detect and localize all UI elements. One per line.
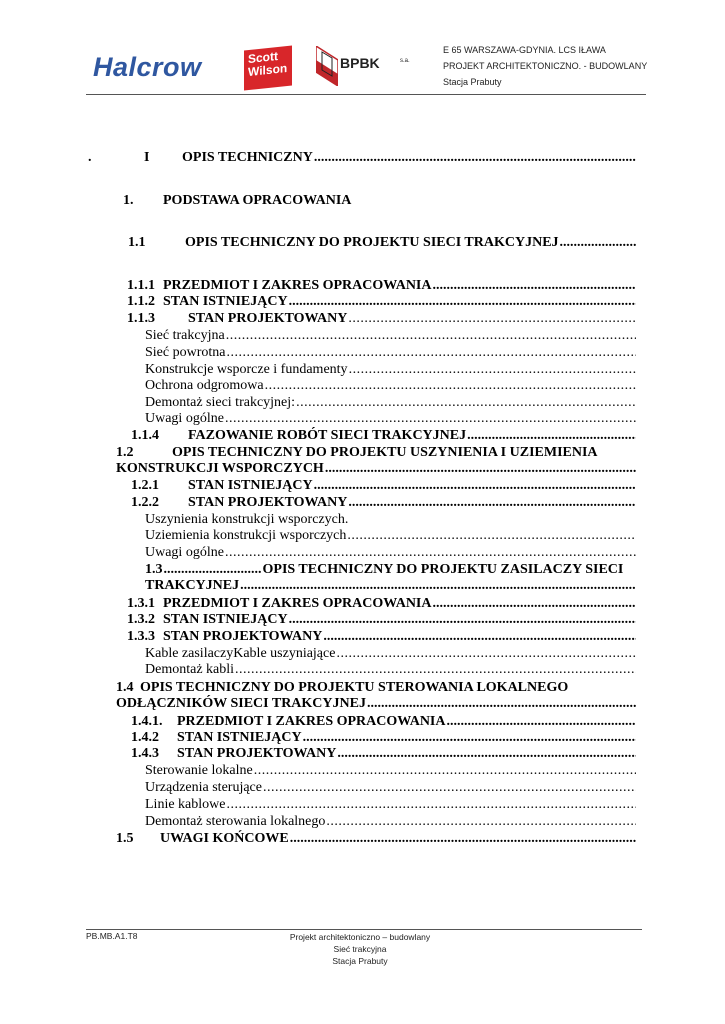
toc-entry[interactable]: [131, 746, 636, 762]
toc-entry-number: 1.1.1: [127, 278, 155, 293]
footer-project-info: [240, 931, 480, 967]
toc-entry-number: 1.1.4: [131, 428, 159, 443]
footer-divider: [86, 929, 642, 930]
toc-entry-title: ODŁĄCZNIKÓW SIECI TRAKCYJNEJ: [116, 696, 366, 711]
toc-leader: [263, 780, 636, 796]
toc-leader: [240, 578, 636, 594]
toc-entry-number: 1.2.1: [131, 478, 159, 493]
toc-entry[interactable]: [116, 831, 636, 847]
toc-entry-title: Kable zasilaczyKable uszyniające: [145, 646, 336, 661]
toc-leader: [225, 411, 636, 427]
toc-entry-title: FAZOWANIE ROBÓT SIECI TRAKCYJNEJ: [188, 428, 467, 443]
toc-leader: [314, 150, 636, 166]
toc-entry-title: Demontaż sterowania lokalnego: [145, 814, 326, 829]
toc-entry-title: Urządzenia sterujące: [145, 780, 262, 795]
toc-entry[interactable]: [145, 578, 636, 594]
toc-entry-title: Demontaż kabli: [145, 662, 235, 677]
toc-entry-title: PRZEDMIOT I ZAKRES OPRACOWANIA: [163, 278, 432, 293]
toc-entry[interactable]: [127, 596, 636, 612]
toc-entry[interactable]: [145, 378, 636, 394]
toc-entry[interactable]: [145, 328, 636, 344]
toc-entry-title: STAN ISTNIEJĄCY: [188, 478, 313, 493]
toc-entry[interactable]: [145, 345, 636, 361]
toc-entry-title: Ochrona odgromowa: [145, 378, 264, 393]
toc-entry[interactable]: [116, 696, 636, 712]
toc-entry[interactable]: [127, 629, 636, 645]
toc-entry-title: STAN PROJEKTOWANY: [177, 746, 337, 761]
halcrow-logo: Halcrow: [93, 52, 202, 82]
toc-entry-number: 1.4.2: [131, 730, 159, 745]
toc-entry-title: STAN ISTNIEJĄCY: [163, 612, 288, 627]
bpbk-logo: [316, 46, 426, 90]
toc-entry[interactable]: [145, 780, 636, 796]
toc-entry[interactable]: [145, 395, 636, 411]
toc-entry[interactable]: [127, 311, 636, 327]
toc-entry-title: OPIS TECHNICZNY: [182, 150, 313, 165]
toc-entry[interactable]: [123, 193, 383, 209]
toc-entry-number: I: [144, 150, 150, 165]
toc-entry[interactable]: [145, 562, 636, 578]
toc-entry-prefix: .: [88, 150, 92, 165]
toc-entry-number: 1.4.3: [131, 746, 159, 761]
toc-entry-number: 1.: [123, 193, 134, 208]
toc-leader: [225, 545, 636, 561]
toc-entry[interactable]: [145, 763, 636, 779]
toc-entry[interactable]: [145, 362, 636, 378]
scott-wilson-logo-line2: Wilson: [248, 60, 288, 80]
toc-entry-title: PRZEDMIOT I ZAKRES OPRACOWANIA: [163, 596, 432, 611]
toc-entry-number: 1.3: [145, 562, 163, 577]
toc-entry-title: UWAGI KOŃCOWE: [160, 831, 289, 846]
toc-entry[interactable]: [131, 428, 636, 444]
toc-leader: [337, 746, 636, 762]
toc-entry-title: OPIS TECHNICZNY DO PROJEKTU USZYNIENIA I UZIEMIENIA: [172, 445, 598, 460]
toc-entry[interactable]: [127, 612, 636, 628]
toc-leader: [296, 395, 636, 411]
toc-entry-title: Sieć powrotna: [145, 345, 226, 360]
toc-entry-title: STAN PROJEKTOWANY: [188, 311, 348, 326]
toc-entry[interactable]: [88, 150, 636, 166]
toc-entry-title: OPIS TECHNICZNY DO PROJEKTU ZASILACZY SIECI: [262, 562, 624, 577]
bpbk-logo-text: BPBK: [340, 55, 380, 71]
toc-entry-title: Sterowanie lokalne: [145, 763, 253, 778]
toc-entry[interactable]: [145, 814, 636, 830]
toc-leader: [336, 646, 636, 662]
toc-leader: [367, 696, 636, 712]
toc-leader: [226, 328, 636, 344]
toc-leader: [323, 629, 636, 645]
toc-entry-title: PRZEDMIOT I ZAKRES OPRACOWANIA: [177, 714, 446, 729]
toc-leader: [326, 814, 636, 830]
footer-line-3: Stacja Prabuty: [332, 956, 388, 966]
toc-entry-number: 1.1: [128, 235, 146, 250]
toc-entry[interactable]: [145, 662, 636, 678]
toc-entry[interactable]: [145, 512, 636, 528]
toc-entry-title: Uwagi ogólne: [145, 545, 224, 560]
toc-entry-number: 1.3.1: [127, 596, 155, 611]
toc-entry-title: PODSTAWA OPRACOWANIA: [163, 193, 352, 208]
scott-wilson-logo-line1: Scott: [248, 48, 278, 67]
toc-entry-number: 1.2: [116, 445, 134, 460]
toc-entry-title: STAN ISTNIEJĄCY: [163, 294, 288, 309]
toc-leader: [433, 596, 637, 612]
header-project-info: [443, 42, 647, 90]
toc-entry-title: Linie kablowe: [145, 797, 226, 812]
toc-entry-title: KONSTRUKCJI WSPORCZYCH: [116, 461, 324, 476]
header-divider: [86, 94, 646, 95]
toc-leader: [467, 428, 636, 444]
toc-entry[interactable]: [145, 528, 636, 544]
toc-leader: [226, 797, 636, 813]
toc-entry-title: OPIS TECHNICZNY DO PROJEKTU SIECI TRAKCYJNEJ: [185, 235, 559, 250]
toc-entry[interactable]: [131, 495, 636, 511]
toc-leader: [348, 495, 636, 511]
toc-entry[interactable]: [145, 411, 636, 427]
toc-entry[interactable]: [127, 294, 636, 310]
toc-leader: [265, 378, 636, 394]
toc-leader: [347, 528, 636, 544]
toc-entry-title: Uwagi ogólne: [145, 411, 224, 426]
header-line-1: E 65 WARSZAWA-GDYNIA. LCS IŁAWA: [443, 45, 606, 55]
toc-entry-title: Uszynienia konstrukcji wsporczych.: [145, 512, 349, 527]
toc-entry-number: 1.3.3: [127, 629, 155, 644]
header-line-3: Stacja Prabuty: [443, 77, 502, 87]
toc-leader: [348, 311, 636, 327]
toc-entry-number: 1.5: [116, 831, 134, 846]
toc-entry[interactable]: [145, 545, 636, 561]
toc-entry-number: 1.1.3: [127, 311, 155, 326]
toc-leader: [349, 362, 636, 378]
toc-entry-number: 1.1.2: [127, 294, 155, 309]
page-header: [0, 0, 725, 95]
toc-entry[interactable]: [131, 714, 636, 730]
toc-entry-title: Sieć trakcyjna: [145, 328, 225, 343]
toc-entry-title: Uziemienia konstrukcji wsporczych: [145, 528, 347, 543]
footer-line-1: Projekt architektoniczno – budowlany: [289, 932, 431, 942]
toc-entry-title: STAN PROJEKTOWANY: [163, 629, 323, 644]
toc-entry-number: 1.4: [116, 680, 134, 695]
toc-entry-title: STAN PROJEKTOWANY: [188, 495, 348, 510]
toc-entry[interactable]: [128, 235, 636, 251]
toc-entry[interactable]: [116, 461, 636, 477]
footer-document-code: PB.MB.A1.T8: [86, 931, 138, 941]
toc-entry-number: 1.3.2: [127, 612, 155, 627]
toc-leader: [289, 612, 636, 628]
toc-leader: [325, 461, 636, 477]
toc-leader: [314, 478, 636, 494]
toc-leader: [560, 235, 636, 251]
toc-entry[interactable]: [145, 797, 636, 813]
bpbk-logo-sa: s.a.: [400, 58, 410, 64]
toc-leader: [226, 345, 636, 361]
toc-leader: [290, 831, 636, 847]
toc-entry[interactable]: [131, 478, 636, 494]
toc-leader: [289, 294, 636, 310]
toc-leader: [447, 714, 637, 730]
footer-line-2: Sieć trakcyjna: [333, 944, 387, 954]
toc-entry-title: OPIS TECHNICZNY DO PROJEKTU STEROWANIA LOKALNEGO: [140, 680, 569, 695]
toc-entry-title: Konstrukcje wsporcze i fundamenty: [145, 362, 348, 377]
toc-leader: [235, 662, 636, 678]
toc-entry[interactable]: [131, 730, 636, 746]
toc-leader: [254, 763, 636, 779]
toc-entry[interactable]: [145, 646, 636, 662]
header-line-2: PROJEKT ARCHITEKTONICZNO. - BUDOWLANY: [443, 61, 648, 71]
toc-entry-title: Demontaż sieci trakcyjnej:: [145, 395, 296, 410]
toc-entry[interactable]: [116, 445, 636, 461]
toc-leader: [433, 278, 637, 294]
toc-entry[interactable]: [116, 680, 636, 696]
toc-entry-title: STAN ISTNIEJĄCY: [177, 730, 302, 745]
toc-entry-number: 1.2.2: [131, 495, 159, 510]
toc-entry-title: TRAKCYJNEJ: [145, 578, 240, 593]
toc-entry[interactable]: [127, 278, 636, 294]
bpbk-mark-icon: [316, 46, 338, 86]
toc-leader: [164, 562, 262, 578]
toc-leader: [303, 730, 636, 746]
toc-entry-number: 1.4.1.: [131, 714, 163, 729]
scott-wilson-logo: [244, 45, 292, 90]
